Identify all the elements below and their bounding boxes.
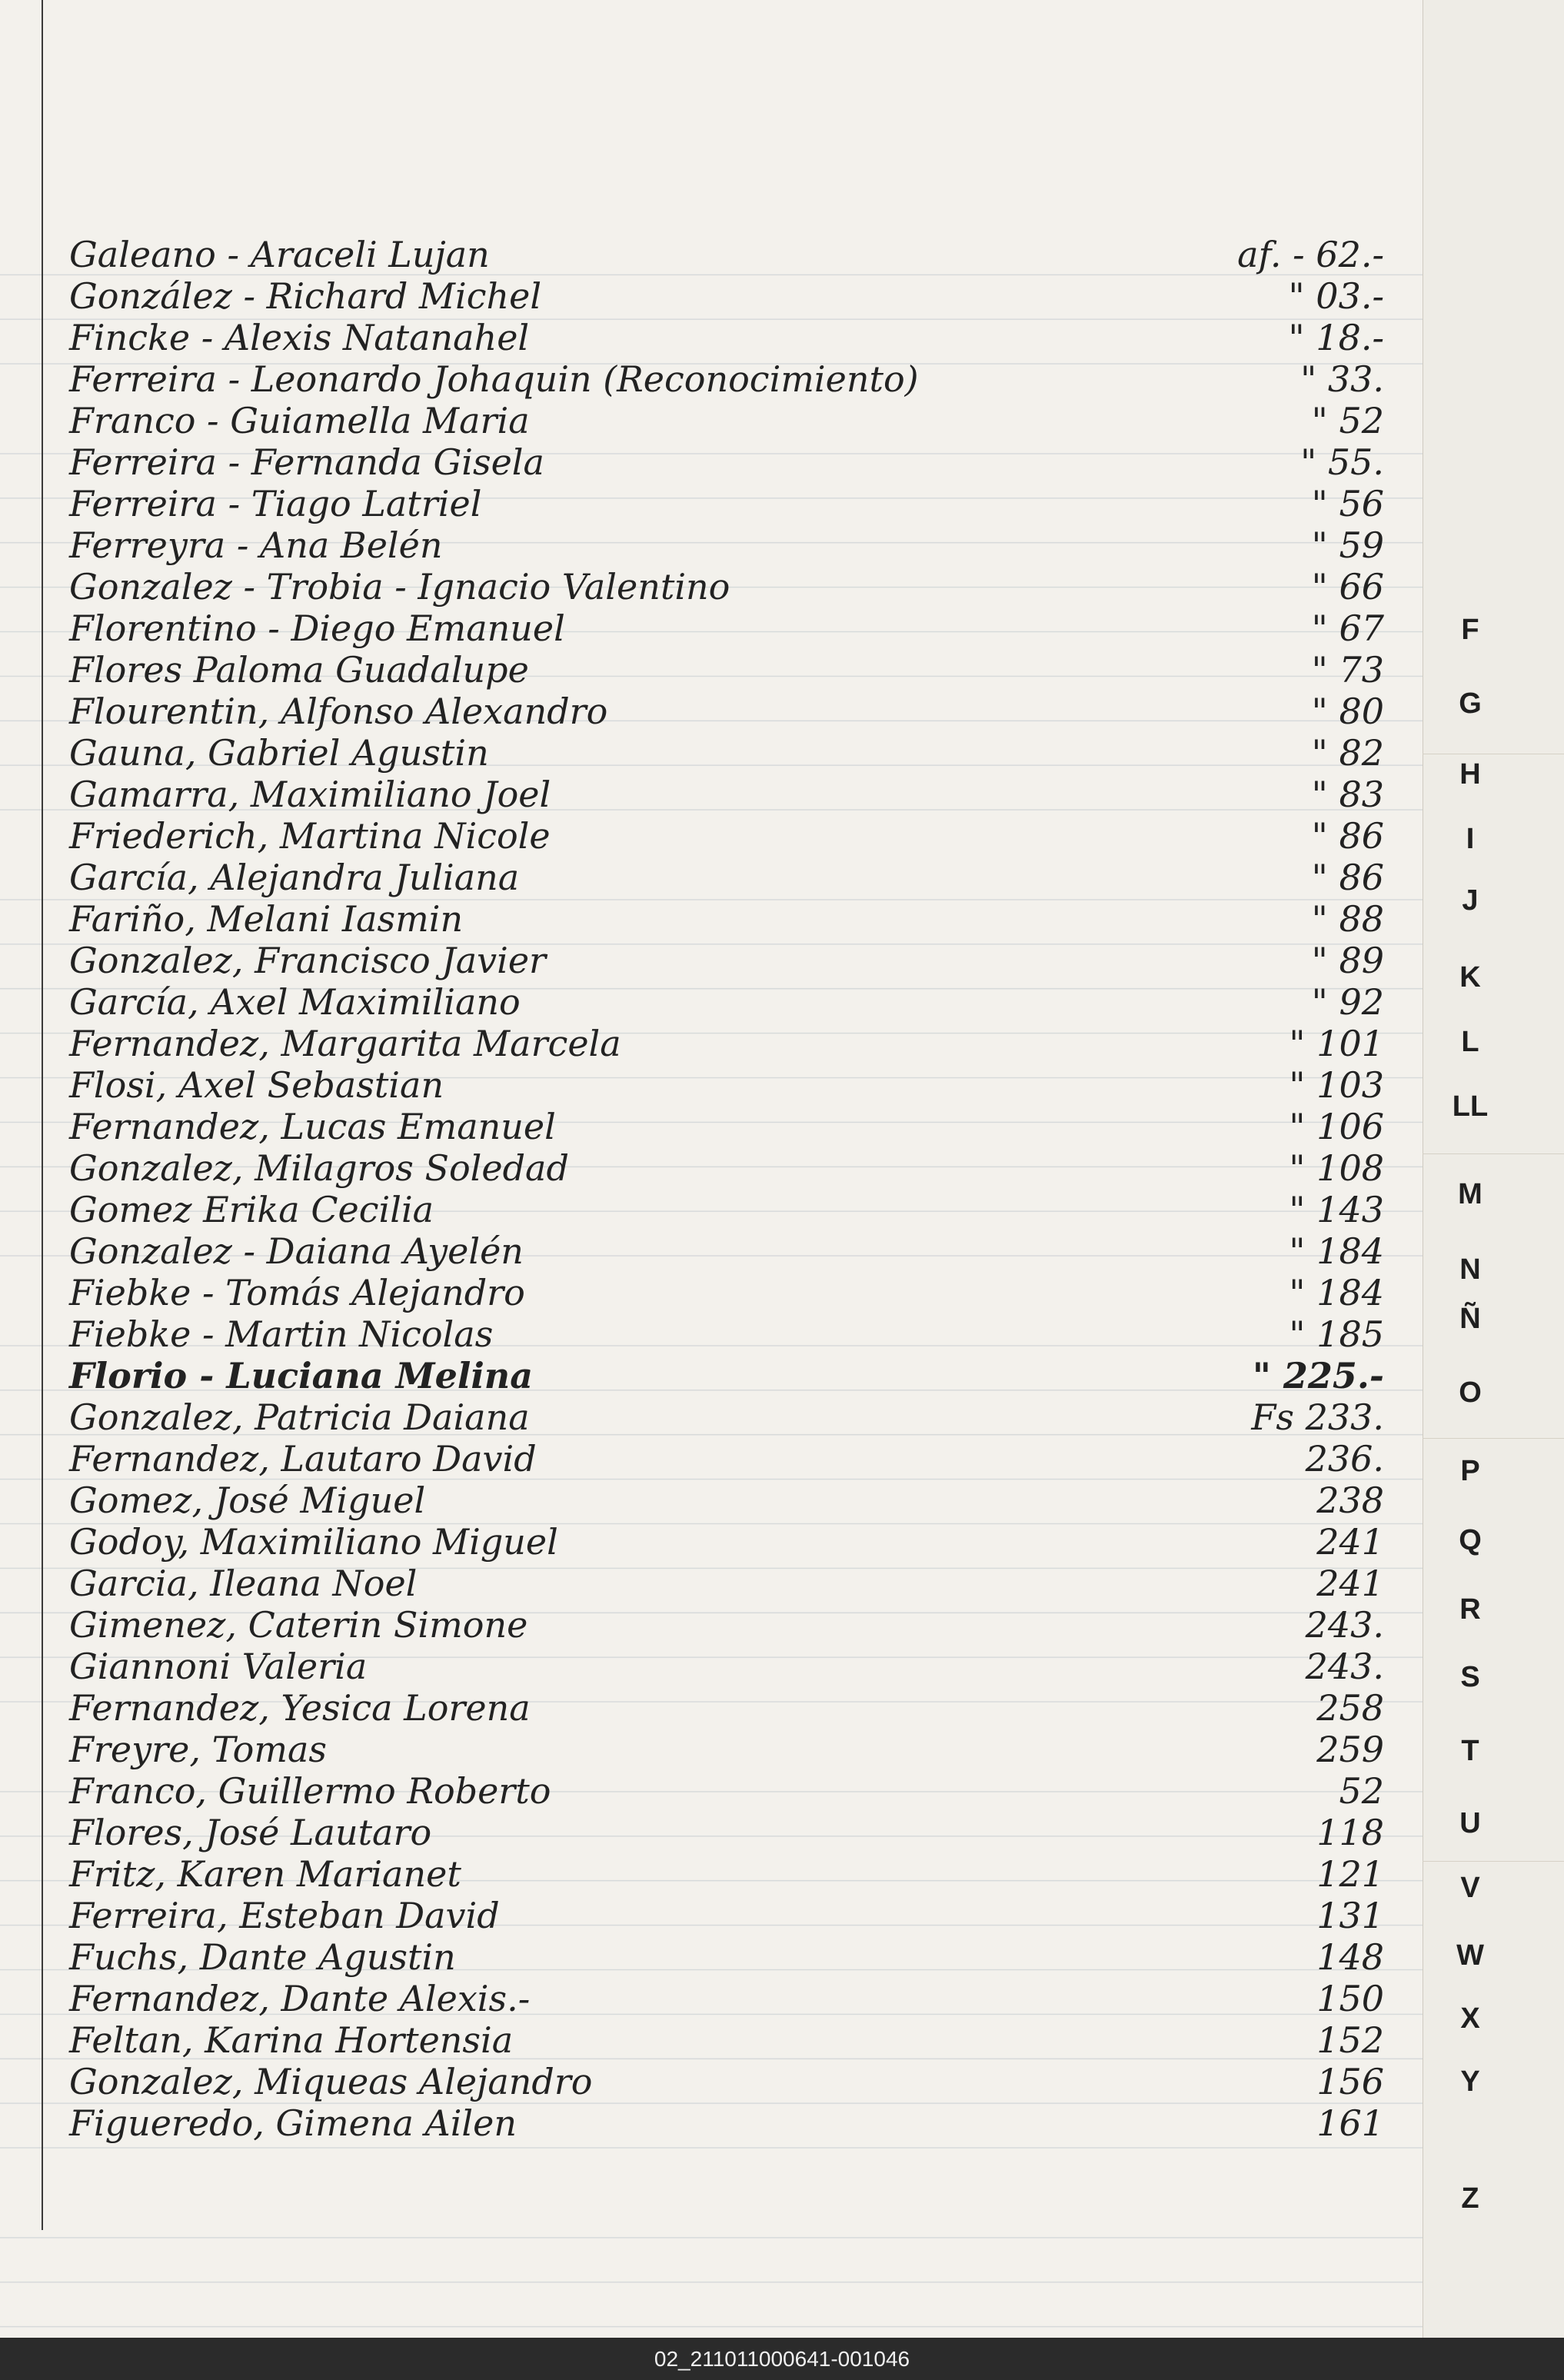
entry-folio: 238 bbox=[1316, 1480, 1384, 1521]
entry-folio: " 143 bbox=[1289, 1189, 1384, 1230]
entry-folio: " 59 bbox=[1311, 524, 1384, 566]
entry-folio: " 92 bbox=[1311, 981, 1384, 1023]
entry-row bbox=[69, 1976, 1384, 2021]
entry-row bbox=[69, 1395, 1384, 1440]
entry-folio: 243. bbox=[1305, 1604, 1384, 1646]
entry-name: Flourentin, Alfonso Alexandro bbox=[69, 691, 608, 732]
entry-name: Ferreira - Leonardo Johaquin (Reconocimiento) bbox=[69, 358, 919, 400]
entry-row bbox=[69, 1520, 1384, 1564]
index-tab-f[interactable]: F bbox=[1461, 614, 1479, 646]
entry-folio: " 18.- bbox=[1288, 317, 1384, 358]
entry-row bbox=[69, 647, 1384, 692]
index-tab-t[interactable]: T bbox=[1461, 1735, 1479, 1767]
entry-name: Fernandez, Lautaro David bbox=[69, 1438, 537, 1480]
tab-divider bbox=[1423, 1438, 1564, 1439]
entry-folio: " 108 bbox=[1289, 1147, 1384, 1189]
entry-row bbox=[69, 523, 1384, 568]
entry-name: Gonzalez - Daiana Ayelén bbox=[69, 1230, 524, 1272]
entry-folio: " 55. bbox=[1300, 441, 1384, 483]
entry-row bbox=[69, 855, 1384, 900]
tab-divider bbox=[1423, 1861, 1564, 1862]
entry-row bbox=[69, 772, 1384, 817]
entry-name: Figueredo, Gimena Ailen bbox=[69, 2102, 517, 2144]
entry-name: Florio - Luciana Melina bbox=[69, 1355, 534, 1396]
entry-folio: " 52 bbox=[1311, 400, 1384, 441]
entry-row bbox=[69, 2059, 1384, 2104]
entry-folio: 258 bbox=[1316, 1687, 1384, 1729]
entry-folio: 241 bbox=[1316, 1563, 1384, 1604]
entry-row bbox=[69, 731, 1384, 775]
entry-name: Fernandez, Dante Alexis.- bbox=[69, 1978, 531, 2019]
entry-row bbox=[69, 1229, 1384, 1273]
index-tab-q[interactable]: Q bbox=[1459, 1524, 1482, 1556]
entry-folio: " 33. bbox=[1300, 358, 1384, 400]
index-tab-l[interactable]: L bbox=[1461, 1026, 1479, 1058]
entry-folio: 241 bbox=[1316, 1521, 1384, 1563]
entry-row bbox=[69, 1270, 1384, 1315]
entry-name: Gamarra, Maximiliano Joel bbox=[69, 774, 551, 815]
entry-name: Friederich, Martina Nicole bbox=[69, 815, 551, 857]
entry-row bbox=[69, 564, 1384, 609]
entry-folio: 259 bbox=[1316, 1729, 1384, 1770]
entry-row bbox=[69, 357, 1384, 401]
entry-folio: " 86 bbox=[1311, 815, 1384, 857]
entry-folio: " 03.- bbox=[1288, 275, 1384, 317]
entry-row bbox=[69, 1810, 1384, 1855]
entry-name: Ferreira - Fernanda Gisela bbox=[69, 441, 544, 483]
entry-row bbox=[69, 938, 1384, 983]
entry-name: Gonzalez, Patricia Daiana bbox=[69, 1396, 530, 1438]
index-tab-p[interactable]: P bbox=[1460, 1455, 1480, 1487]
entry-name: Freyre, Tomas bbox=[69, 1729, 328, 1770]
entry-row bbox=[69, 2018, 1384, 2062]
entry-row bbox=[69, 1021, 1384, 1066]
entry-row bbox=[69, 1727, 1384, 1772]
entry-folio: " 56 bbox=[1311, 483, 1384, 524]
entry-name: Flores, José Lautaro bbox=[69, 1812, 432, 1853]
entry-row bbox=[69, 1561, 1384, 1606]
entry-row bbox=[69, 1644, 1384, 1689]
entry-folio: 236. bbox=[1305, 1438, 1384, 1480]
entry-row bbox=[69, 814, 1384, 858]
entry-name: Gomez Erika Cecilia bbox=[69, 1189, 434, 1230]
entry-row bbox=[69, 398, 1384, 443]
entry-name: Flosi, Axel Sebastian bbox=[69, 1064, 444, 1106]
entry-folio: " 184 bbox=[1289, 1230, 1384, 1272]
index-tab-j[interactable]: J bbox=[1462, 884, 1479, 917]
index-tab-h[interactable]: H bbox=[1459, 758, 1481, 791]
entry-row bbox=[69, 1769, 1384, 1813]
entry-folio: " 82 bbox=[1311, 732, 1384, 774]
entry-row bbox=[69, 1686, 1384, 1730]
index-tab-o[interactable]: O bbox=[1459, 1376, 1482, 1409]
entry-row bbox=[69, 606, 1384, 651]
entry-name: Garcia, Ileana Noel bbox=[69, 1563, 418, 1604]
index-tab-w[interactable]: W bbox=[1456, 1939, 1484, 1972]
entry-row bbox=[69, 980, 1384, 1024]
entry-row bbox=[69, 1852, 1384, 1896]
entry-name: Franco, Guillermo Roberto bbox=[69, 1770, 551, 1812]
entry-row bbox=[69, 1436, 1384, 1481]
entry-name: Ferreira - Tiago Latriel bbox=[69, 483, 482, 524]
entry-folio: 118 bbox=[1316, 1812, 1384, 1853]
entry-name: Galeano - Araceli Lujan bbox=[69, 234, 490, 275]
entry-name: Gonzalez - Trobia - Ignacio Valentino bbox=[69, 566, 730, 607]
tab-divider bbox=[1423, 1153, 1564, 1154]
index-tab-v[interactable]: V bbox=[1460, 1872, 1480, 1904]
entry-row bbox=[69, 689, 1384, 734]
entry-row bbox=[69, 481, 1384, 526]
index-tab-m[interactable]: M bbox=[1458, 1178, 1482, 1210]
entry-row bbox=[69, 1146, 1384, 1190]
entry-folio: 131 bbox=[1316, 1895, 1384, 1936]
entry-name: Godoy, Maximiliano Miguel bbox=[69, 1521, 558, 1563]
entry-folio: Fs 233. bbox=[1251, 1396, 1384, 1438]
entry-row bbox=[69, 1353, 1384, 1398]
index-tab-u[interactable]: U bbox=[1459, 1807, 1481, 1839]
scan-id-footer: 02_211011000641-001046 bbox=[0, 2338, 1564, 2380]
entry-row bbox=[69, 1312, 1384, 1356]
entry-folio: 148 bbox=[1316, 1936, 1384, 1978]
entry-folio: " 73 bbox=[1311, 649, 1384, 691]
entry-row bbox=[69, 1187, 1384, 1232]
entry-folio: " 88 bbox=[1311, 898, 1384, 940]
index-tab-n-tilde[interactable]: Ñ bbox=[1459, 1303, 1481, 1335]
entry-name: Fiebke - Martin Nicolas bbox=[69, 1313, 494, 1355]
index-tab-n[interactable]: N bbox=[1459, 1253, 1481, 1286]
index-tab-i[interactable]: I bbox=[1466, 823, 1475, 855]
entry-name: Gimenez, Caterin Simone bbox=[69, 1604, 528, 1646]
entry-name: Gonzalez, Miqueas Alejandro bbox=[69, 2061, 593, 2102]
entry-folio: " 101 bbox=[1289, 1023, 1384, 1064]
entry-name: Fuchs, Dante Agustin bbox=[69, 1936, 456, 1978]
index-tab-x[interactable]: X bbox=[1460, 2002, 1480, 2035]
index-tab-g[interactable]: G bbox=[1459, 687, 1482, 720]
entry-name: Gomez, José Miguel bbox=[69, 1480, 426, 1521]
entry-folio: " 185 bbox=[1289, 1313, 1384, 1355]
entry-name: Fernandez, Lucas Emanuel bbox=[69, 1106, 556, 1147]
entry-row bbox=[69, 2101, 1384, 2145]
entry-folio: 161 bbox=[1316, 2102, 1384, 2144]
entry-folio: " 106 bbox=[1289, 1106, 1384, 1147]
entry-name: Fincke - Alexis Natanahel bbox=[69, 317, 530, 358]
entry-name: Ferreyra - Ana Belén bbox=[69, 524, 443, 566]
entry-folio: " 89 bbox=[1311, 940, 1384, 981]
entry-row bbox=[69, 1104, 1384, 1149]
entry-name: González - Richard Michel bbox=[69, 275, 542, 317]
entry-name: Fariño, Melani Iasmin bbox=[69, 898, 464, 940]
index-tab-y[interactable]: Y bbox=[1460, 2065, 1480, 2098]
index-tab-z[interactable]: Z bbox=[1461, 2182, 1479, 2215]
entry-name: Flores Paloma Guadalupe bbox=[69, 649, 529, 691]
entry-row bbox=[69, 1893, 1384, 1938]
entry-row bbox=[69, 440, 1384, 484]
entry-name: Franco - Guiamella Maria bbox=[69, 400, 530, 441]
entry-row bbox=[69, 232, 1384, 277]
entry-name: Fritz, Karen Marianet bbox=[69, 1853, 461, 1895]
entry-name: Ferreira, Esteban David bbox=[69, 1895, 500, 1936]
entry-name: Feltan, Karina Hortensia bbox=[69, 2019, 514, 2061]
index-tab-s[interactable]: S bbox=[1460, 1661, 1480, 1693]
entry-name: Gonzalez, Francisco Javier bbox=[69, 940, 547, 981]
entry-folio: " 103 bbox=[1289, 1064, 1384, 1106]
entry-row bbox=[69, 315, 1384, 360]
index-tab-strip bbox=[1423, 0, 1564, 2338]
entry-row bbox=[69, 274, 1384, 318]
entry-folio: 150 bbox=[1316, 1978, 1384, 2019]
entry-folio: " 80 bbox=[1311, 691, 1384, 732]
entry-folio: 156 bbox=[1316, 2061, 1384, 2102]
index-tab-ll[interactable]: LL bbox=[1452, 1090, 1489, 1123]
entry-row bbox=[69, 1935, 1384, 1979]
entry-folio: 52 bbox=[1339, 1770, 1384, 1812]
entry-name: Florentino - Diego Emanuel bbox=[69, 607, 565, 649]
entry-name: Fernandez, Margarita Marcela bbox=[69, 1023, 621, 1064]
index-tab-r[interactable]: R bbox=[1459, 1593, 1481, 1626]
entry-row bbox=[69, 1063, 1384, 1107]
entry-folio: af. - 62.- bbox=[1237, 234, 1384, 275]
entry-name: García, Axel Maximiliano bbox=[69, 981, 521, 1023]
entry-folio: " 86 bbox=[1311, 857, 1384, 898]
entry-name: Giannoni Valeria bbox=[69, 1646, 368, 1687]
entry-folio: " 225.- bbox=[1252, 1355, 1384, 1396]
entry-name: Gonzalez, Milagros Soledad bbox=[69, 1147, 569, 1189]
entry-folio: " 83 bbox=[1311, 774, 1384, 815]
entry-folio: 121 bbox=[1316, 1853, 1384, 1895]
entry-row bbox=[69, 1603, 1384, 1647]
entry-folio: " 66 bbox=[1311, 566, 1384, 607]
entry-row bbox=[69, 897, 1384, 941]
entry-folio: 152 bbox=[1316, 2019, 1384, 2061]
entry-row bbox=[69, 1478, 1384, 1523]
entry-folio: 243. bbox=[1305, 1646, 1384, 1687]
entry-name: Fernandez, Yesica Lorena bbox=[69, 1687, 531, 1729]
entry-name: Gauna, Gabriel Agustin bbox=[69, 732, 489, 774]
entry-folio: " 67 bbox=[1311, 607, 1384, 649]
index-tab-k[interactable]: K bbox=[1459, 961, 1481, 994]
entry-name: García, Alejandra Juliana bbox=[69, 857, 520, 898]
entry-folio: " 184 bbox=[1289, 1272, 1384, 1313]
entry-name: Fiebke - Tomás Alejandro bbox=[69, 1272, 525, 1313]
